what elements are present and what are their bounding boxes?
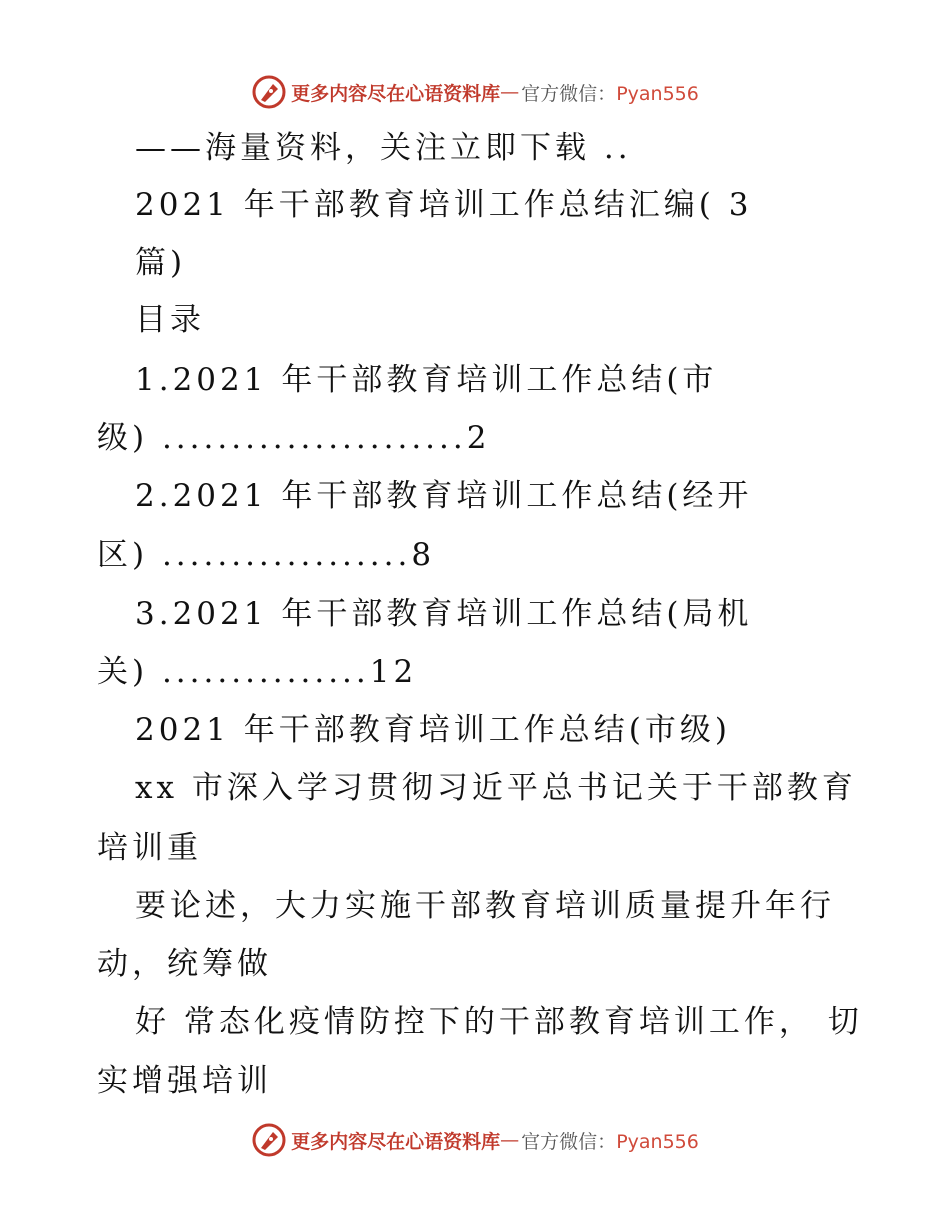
paragraph-line: 实增强培训 xyxy=(97,1063,272,1099)
document-title-cont: 篇) xyxy=(135,245,187,281)
paragraph-line: 好 常态化疫情防控下的干部教育培训工作， 切 xyxy=(135,1004,863,1040)
toc-item-3-cont: 关) ...............12 xyxy=(97,654,418,690)
banner-wechat-id: Pyan556 xyxy=(616,82,699,105)
banner-wechat-label: 官方微信： xyxy=(521,82,617,105)
banner-main-text: 更多内容尽在心语资料库 xyxy=(291,82,501,105)
toc-item-2-cont: 区) ..................8 xyxy=(97,537,436,573)
banner-wechat xyxy=(521,1127,699,1154)
toc-heading: 目录 xyxy=(135,302,205,338)
toc-item-3: 3.2021 年干部教育培训工作总结(局机 xyxy=(135,596,753,632)
banner-dash: — xyxy=(500,1129,520,1151)
pen-nib-logo-icon xyxy=(251,1122,287,1158)
banner-dash: — xyxy=(500,81,520,103)
paragraph-line: xx 市深入学习贯彻习近平总书记关于干部教育 xyxy=(135,770,857,806)
banner-wechat xyxy=(521,79,699,106)
pen-nib-logo-icon xyxy=(251,74,287,110)
paragraph-line: 动，统筹做 xyxy=(97,946,272,982)
banner-wechat-id: Pyan556 xyxy=(616,1130,699,1153)
paragraph-line: 培训重 xyxy=(97,830,202,866)
toc-item-1-cont: 级) ......................2 xyxy=(97,420,491,456)
toc-item-1: 1.2021 年干部教育培训工作总结(市 xyxy=(135,362,718,398)
header-banner xyxy=(0,72,950,112)
banner-wechat-label: 官方微信： xyxy=(521,1130,617,1153)
section-heading: 2021 年干部教育培训工作总结(市级) xyxy=(135,712,731,748)
banner-main-text: 更多内容尽在心语资料库 xyxy=(291,1130,501,1153)
footer-banner xyxy=(0,1120,950,1160)
download-note: ——海量资料，关注立即下载 .. xyxy=(135,130,632,166)
document-title: 2021 年干部教育培训工作总结汇编( 3 xyxy=(135,187,753,223)
paragraph-line: 要论述，大力实施干部教育培训质量提升年行 xyxy=(135,888,835,924)
toc-item-2: 2.2021 年干部教育培训工作总结(经开 xyxy=(135,478,753,514)
